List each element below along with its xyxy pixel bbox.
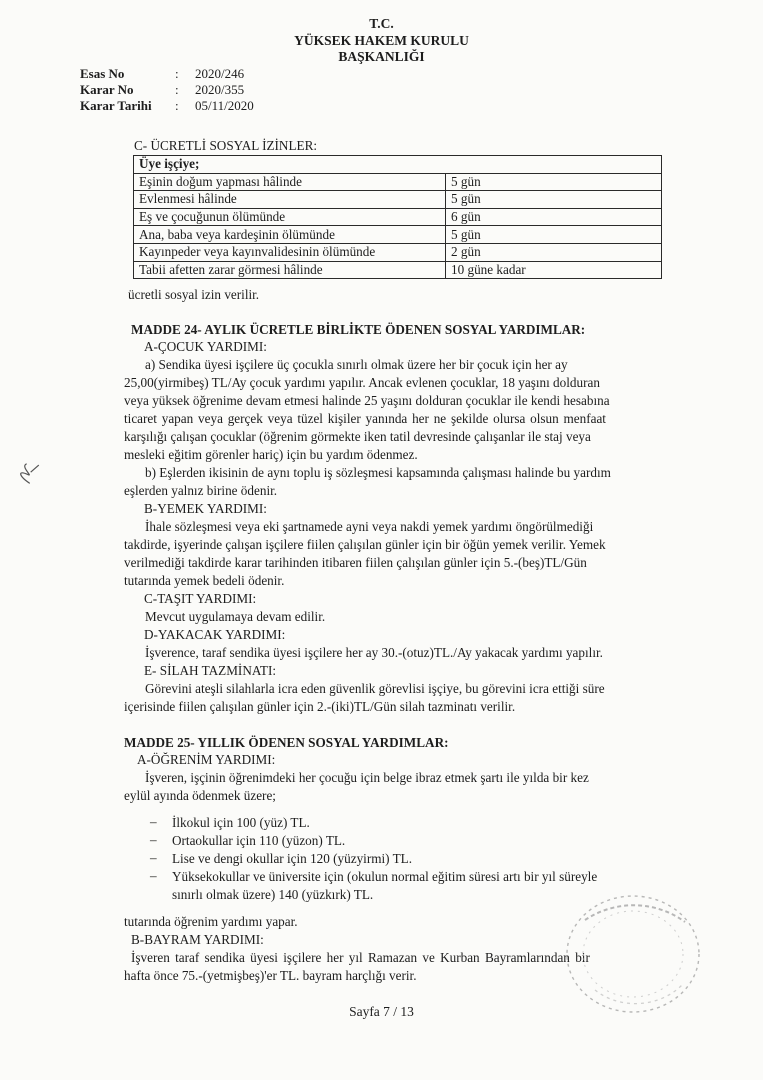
leave-value: 5 gün bbox=[446, 173, 662, 191]
esas-label: Esas No bbox=[80, 66, 125, 81]
handwritten-initial-mark bbox=[7, 454, 48, 490]
paragraph-line: verilmediği takdirde karar tarihinden itibaren fiilen çalışılan günler için 5.-(beş)TL/Gün bbox=[124, 555, 587, 570]
leave-table-header: Üye işçiye; bbox=[134, 156, 662, 174]
paragraph-line: tutarında öğrenim yardımı yapar. bbox=[124, 914, 298, 929]
paragraph-line: veya yüksek öğrenime devam etmesi halinde 25 yaşını dolduran çocuklar ile kendi hesabına bbox=[124, 393, 610, 408]
tasit-title: C-TAŞIT YARDIMI: bbox=[144, 591, 257, 606]
table-row bbox=[134, 226, 662, 244]
madde24-title: MADDE 24- AYLIK ÜCRETLE BİRLİKTE ÖDENEN SOSYAL YARDIMLAR: bbox=[131, 322, 586, 337]
table-row bbox=[134, 173, 662, 191]
ogrenim-title: A-ÖĞRENİM YARDIMI: bbox=[137, 752, 276, 767]
table-row bbox=[134, 191, 662, 209]
paragraph-line: tutarında yemek bedeli ödenir. bbox=[124, 573, 285, 588]
colon: : bbox=[175, 98, 179, 113]
bullet-dash: – bbox=[150, 850, 157, 865]
bullet-dash: – bbox=[150, 832, 157, 847]
yakacak-title: D-YAKACAK YARDIMI: bbox=[144, 627, 286, 642]
table-row bbox=[134, 208, 662, 226]
paragraph-line: içerisinde fiilen çalışılan günler için 2.-(iki)TL/Gün silah tazminatı verilir. bbox=[124, 699, 516, 714]
bullet-dash: – bbox=[150, 868, 157, 883]
paragraph-line: mesleki eğitim görenler hariç) için bu yardım ödenmez. bbox=[124, 447, 418, 462]
official-stamp-icon bbox=[545, 880, 720, 1040]
list-item-continued: sınırlı olmak üzere) 140 (yüzkırk) TL. bbox=[172, 887, 374, 902]
paragraph-line: 25,00(yirmibeş) TL/Ay çocuk yardımı yapılır. Ancak evlenen çocuklar, 18 yaşını dolduran bbox=[124, 375, 600, 390]
silah-title: E- SİLAH TAZMİNATI: bbox=[144, 663, 277, 678]
paragraph-line: İşveren taraf sendika üyesi işçilere her yıl Ramazan ve Kurban Bayramlarından bir bbox=[131, 950, 590, 965]
paragraph-line: İhale sözleşmesi veya eki şartnamede ayni veya nakdi yemek yardımı öngörülmediği bbox=[145, 519, 594, 534]
leave-label: Eş ve çocuğunun ölümünde bbox=[134, 208, 446, 226]
header-institution: YÜKSEK HAKEM KURULU bbox=[294, 33, 469, 48]
paragraph-line: İşveren, işçinin öğrenimdeki her çocuğu için belge ibraz etmek şartı ile yılda bir kez bbox=[145, 770, 589, 785]
leave-value: 2 gün bbox=[446, 243, 662, 261]
leave-value: 10 güne kadar bbox=[446, 261, 662, 279]
paragraph-line: takdirde, işyerinde çalışan işçilere fiilen çalışılan günler için bir öğün yemek verilir. Yemek bbox=[124, 537, 606, 552]
paragraph-line: eylül ayında ödenmek üzere; bbox=[124, 788, 276, 803]
bullet-dash: – bbox=[150, 814, 157, 829]
leave-value: 5 gün bbox=[446, 226, 662, 244]
paragraph-line: ticaret yapan veya gerçek veya tüzel kişiler yanında her ne şekilde olursa olsun menfaat bbox=[124, 411, 606, 426]
paragraph-line: b) Eşlerden ikisinin de aynı toplu iş sözleşmesi kapsamında çalışması halinde bu yardım bbox=[145, 465, 611, 480]
header-department: BAŞKANLIĞI bbox=[338, 49, 425, 64]
esas-value: 2020/246 bbox=[195, 66, 245, 81]
leave-label: Tabii afetten zarar görmesi hâlinde bbox=[134, 261, 446, 279]
cocuk-title: A-ÇOCUK YARDIMI: bbox=[144, 339, 267, 354]
leave-label: Kayınpeder veya kayınvalidesinin ölümünde bbox=[134, 243, 446, 261]
tarih-label: Karar Tarihi bbox=[80, 98, 152, 113]
list-item: Lise ve dengi okullar için 120 (yüzyirmi) TL. bbox=[172, 851, 413, 866]
leave-table bbox=[133, 155, 662, 279]
leave-label: Ana, baba veya kardeşinin ölümünde bbox=[134, 226, 446, 244]
section-c-title: C- ÜCRETLİ SOSYAL İZİNLER: bbox=[134, 138, 318, 153]
paragraph-line: karşılığı çalışan çocuklar (öğrenim görmekte iken tatil devresinde çalışanlar ile staj veya bbox=[124, 429, 591, 444]
list-item: Ortaokullar için 110 (yüzon) TL. bbox=[172, 833, 346, 848]
leave-label: Eşinin doğum yapması hâlinde bbox=[134, 173, 446, 191]
paragraph-line: a) Sendika üyesi işçilere üç çocukla sınırlı olmak üzere her bir çocuk için her ay bbox=[145, 357, 568, 372]
madde25-title: MADDE 25- YILLIK ÖDENEN SOSYAL YARDIMLAR: bbox=[124, 735, 449, 750]
colon: : bbox=[175, 66, 179, 81]
bayram-title: B-BAYRAM YARDIMI: bbox=[131, 932, 264, 947]
paragraph-line: Mevcut uygulamaya devam edilir. bbox=[145, 609, 326, 624]
leave-label: Evlenmesi hâlinde bbox=[134, 191, 446, 209]
paragraph-line: Görevini ateşli silahlarla icra eden güvenlik görevlisi işçiye, bu görevini icra ettiği süre bbox=[145, 681, 605, 696]
yemek-title: B-YEMEK YARDIMI: bbox=[144, 501, 267, 516]
karar-label: Karar No bbox=[80, 82, 134, 97]
page-number: Sayfa 7 / 13 bbox=[349, 1004, 414, 1019]
header-tc: T.C. bbox=[369, 16, 394, 31]
colon: : bbox=[175, 82, 179, 97]
paragraph-line: hafta önce 75.-(yetmişbeş)'er TL. bayram harçlığı verir. bbox=[124, 968, 417, 983]
leave-value: 6 gün bbox=[446, 208, 662, 226]
table-row bbox=[134, 243, 662, 261]
leave-value: 5 gün bbox=[446, 191, 662, 209]
paragraph-line: İşverence, taraf sendika üyesi işçilere her ay 30.-(otuz)TL./Ay yakacak yardımı yapılır. bbox=[145, 645, 603, 660]
tarih-value: 05/11/2020 bbox=[195, 98, 254, 113]
section-c-after: ücretli sosyal izin verilir. bbox=[128, 287, 260, 302]
table-row bbox=[134, 261, 662, 279]
karar-value: 2020/355 bbox=[195, 82, 245, 97]
paragraph-line: eşlerden yalnız birine ödenir. bbox=[124, 483, 278, 498]
list-item: İlkokul için 100 (yüz) TL. bbox=[172, 815, 310, 830]
case-meta bbox=[80, 66, 254, 114]
list-item: Yüksekokullar ve üniversite için (okulun normal eğitim süresi artı bir yıl süreyle bbox=[172, 869, 598, 884]
